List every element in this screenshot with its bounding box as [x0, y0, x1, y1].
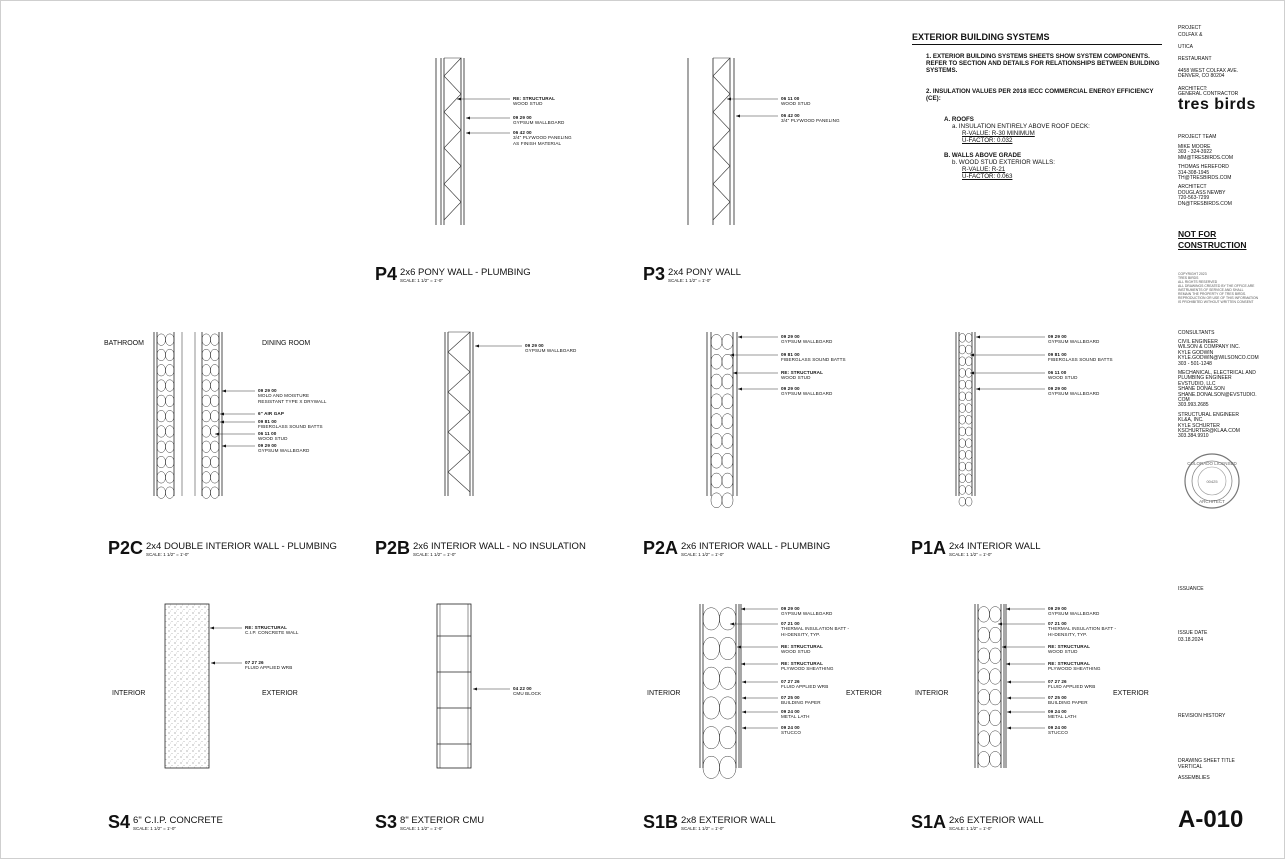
s1b-callout-4 — [781, 661, 834, 672]
callout-text: RESISTANT TYPE X DRYWALL — [258, 398, 327, 404]
detail-name: 6" C.I.P. CONCRETE — [133, 815, 223, 826]
detail-scale: SCALE: 1 1/2" = 1'-0" — [400, 278, 443, 283]
p3-title — [643, 265, 741, 283]
p4-callout-1 — [513, 96, 555, 107]
s1b-leader-5-arrow — [742, 681, 746, 684]
p1a-title — [911, 539, 1041, 557]
project-name-2: UTICA — [1178, 44, 1193, 50]
callout-text: WOOD STUD — [513, 101, 543, 107]
team-label: PROJECT TEAM — [1178, 134, 1217, 140]
issuance-label: ISSUANCE — [1178, 586, 1204, 592]
p2a-title — [643, 539, 830, 557]
callout-code: 06 42 00 — [781, 113, 800, 118]
s1b-callout-1 — [781, 606, 832, 617]
callout-text: WOOD STUD — [781, 101, 811, 107]
sheet-title-2: ASSEMBLIES — [1178, 775, 1210, 781]
callout-code: 06 42 00 — [513, 130, 532, 135]
callout-text: GYPSUM WALLBOARD — [1048, 339, 1100, 345]
callout-text: CMU BLOCK — [513, 691, 542, 697]
copyright-line: TRES BIRDS — [1178, 276, 1199, 280]
callout-code: RE: STRUCTURAL — [1048, 644, 1090, 649]
project-label: PROJECT — [1178, 25, 1202, 31]
p1a-callout-1 — [1048, 334, 1099, 345]
team-line: DN@TRESBIRDS.COM — [1178, 200, 1232, 207]
project-address-1: 4458 WEST COLFAX AVE. — [1178, 68, 1239, 74]
callout-code: 09 24 00 — [1048, 725, 1067, 730]
s1b-callout-8 — [781, 725, 801, 736]
s1a-leader-6-arrow — [1007, 697, 1011, 700]
callout-text: THERMAL INSULATION BATT - — [781, 626, 850, 632]
callout-text: WOOD STUD — [258, 436, 288, 442]
callout-text: FLUID APPLIED WRB — [781, 684, 829, 690]
copyright-line: ALL RIGHTS RESERVED — [1178, 280, 1218, 284]
p2a-leader-2-arrow — [730, 354, 734, 357]
p2a-batt — [711, 334, 733, 507]
callout-text: WOOD STUD — [781, 649, 811, 655]
callout-text: GYPSUM WALLBOARD — [1048, 611, 1100, 617]
s3-leader-1-arrow — [473, 688, 477, 691]
issue-date-label: ISSUE DATE — [1178, 630, 1208, 636]
note-walls: B. WALLS ABOVE GRADE — [944, 152, 1022, 159]
s1b-leader-6-arrow — [742, 697, 746, 700]
p2c-leader-1-arrow — [222, 390, 226, 393]
consultants-line: SHANE.DONALSON@EVSTUDIO. — [1178, 391, 1257, 398]
callout-text: PLYWOOD SHEATHING — [1048, 666, 1101, 672]
detail-tag: P2C — [108, 538, 144, 558]
p3-leader-1-arrow — [727, 98, 731, 101]
callout-code: 09 29 00 — [781, 606, 800, 611]
s3-callout-1 — [513, 686, 541, 697]
callout-text: GYPSUM WALLBOARD — [1048, 391, 1100, 397]
detail-name: 2x4 DOUBLE INTERIOR WALL - PLUMBING — [146, 541, 337, 552]
consultants-line: COM — [1178, 397, 1190, 403]
s1a-leader-4-arrow — [1006, 663, 1010, 666]
detail-tag: S4 — [108, 812, 131, 832]
s4-left-label: INTERIOR — [112, 690, 146, 697]
s1b-callout-6 — [781, 695, 821, 706]
s3-title — [375, 813, 484, 831]
callout-code: 04 22 00 — [513, 686, 532, 691]
p2c-callout-5 — [258, 443, 309, 454]
firm-logo: tres birds — [1178, 96, 1256, 113]
detail-name: 2x6 INTERIOR WALL - NO INSULATION — [413, 541, 586, 552]
callout-code: 07 27 26 — [245, 660, 264, 665]
detail-name: 2x4 INTERIOR WALL — [949, 541, 1041, 552]
p2c-callout-2 — [258, 411, 284, 416]
detail-name: 2x4 PONY WALL — [668, 267, 741, 278]
callout-code: 07 21 00 — [781, 621, 800, 626]
s1b-leader-7-arrow — [742, 711, 746, 714]
p2c-leader-5-arrow — [222, 445, 226, 448]
callout-text: BUILDING PAPER — [1048, 700, 1088, 706]
p2b-title — [375, 539, 586, 557]
callout-text: THERMAL INSULATION BATT - — [1048, 626, 1117, 632]
p3-stud-diagonal — [713, 58, 730, 220]
callout-code: 07 25 00 — [781, 695, 800, 700]
s1a-callout-4 — [1048, 661, 1101, 672]
callout-text: FIBERGLASS SOUND BATTS — [1048, 357, 1113, 363]
note-roofs-rvalue: R-VALUE: R-30 MINIMUM — [962, 130, 1035, 137]
note-2: 2. INSULATION VALUES PER 2018 IECC COMMERCIAL ENERGY EFFICIENCY (CE): — [926, 88, 1154, 102]
p2c-right-label: DINING ROOM — [262, 340, 311, 347]
detail-scale: SCALE: 1 1/2" = 1'-0" — [146, 552, 189, 557]
p2c-batt-left — [157, 334, 174, 498]
p2b-stud-diagonal — [448, 332, 470, 492]
detail-tag: S1A — [911, 812, 947, 832]
s1b-title — [643, 813, 776, 831]
p4-leader-2-arrow — [466, 117, 470, 120]
seal-number: 00425 — [1206, 479, 1218, 484]
general-notes — [912, 32, 1162, 180]
callout-code: 09 24 00 — [1048, 709, 1067, 714]
detail-tag: P2A — [643, 538, 679, 558]
callout-text: FIBERGLASS SOUND BATTS — [781, 357, 846, 363]
note-walls-rvalue: R-VALUE: R-21 — [962, 166, 1006, 173]
callout-text: 3/4" PLYWOOD PANELING — [781, 118, 840, 124]
not-for-construction-1: NOT FOR — [1178, 229, 1217, 239]
s1a-title — [911, 813, 1044, 831]
consultants-line: WILSON & COMPANY INC. — [1178, 344, 1241, 351]
note-walls-item: b. WOOD STUD EXTERIOR WALLS: — [952, 159, 1055, 166]
detail-scale: SCALE: 1 1/2" = 1'-0" — [681, 552, 724, 557]
callout-code: 09 29 00 — [1048, 334, 1067, 339]
p4-stud-diagonal — [444, 58, 461, 220]
s1a-leader-5-arrow — [1007, 681, 1011, 684]
detail-tag: S1B — [643, 812, 679, 832]
s1a-leader-7-arrow — [1007, 711, 1011, 714]
s4-leader-2-arrow — [211, 662, 215, 665]
p3-leader-2-arrow — [736, 115, 740, 118]
project-address-2: DENVER, CO 80204 — [1178, 73, 1225, 79]
detail-name: 2x8 EXTERIOR WALL — [681, 815, 776, 826]
team-line: 303 - 324-3922 — [1178, 149, 1212, 156]
callout-code: 06 11 00 — [781, 96, 800, 101]
callout-code: 06 11 00 — [1048, 370, 1067, 375]
note-roofs-ufactor: U-FACTOR: 0.032 — [962, 137, 1013, 144]
note-1: 1. EXTERIOR BUILDING SYSTEMS SHEETS SHOW SYSTEM COMPONENTS. REFER TO SECTION AND DETAILS FOR RELATIONSHIPS BETWEEN BUILDING SYSTEMS. — [926, 53, 1160, 74]
team-line: ARCHITECT — [1178, 184, 1207, 191]
detail-scale: SCALE: 1 1/2" = 1'-0" — [400, 826, 443, 831]
callout-code: RE: STRUCTURAL — [781, 370, 823, 375]
s1a-callout-5 — [1048, 679, 1095, 690]
s3-cmu-outline — [437, 604, 471, 768]
team-line: DOUGLASS NEWBY — [1178, 189, 1226, 196]
sheet-title-label: DRAWING SHEET TITLE — [1178, 758, 1235, 764]
p3-callout-2 — [781, 113, 840, 124]
p2c-title — [108, 539, 337, 557]
note-walls-ufactor: U-FACTOR: 0.063 — [962, 173, 1013, 180]
consultants-line: KYLE SCHURTER — [1178, 422, 1220, 429]
team-line: THOMAS HEREFORD — [1178, 164, 1229, 171]
p2c-callout-1 — [258, 388, 327, 404]
s1a-leader-8-arrow — [1007, 727, 1011, 730]
callout-text: C.I.P. CONCRETE WALL — [245, 630, 299, 636]
s1a-callout-7 — [1048, 709, 1076, 720]
callout-text: GYPSUM WALLBOARD — [781, 391, 833, 397]
copyright-line: COPYRIGHT 2023 — [1178, 272, 1207, 276]
callout-text: STUCCO — [1048, 730, 1068, 736]
callout-code: 07 27 26 — [1048, 679, 1067, 684]
detail-tag: P4 — [375, 264, 398, 284]
s1a-callout-3 — [1048, 644, 1090, 655]
team-line: TH@TRESBIRDS.COM — [1178, 175, 1232, 181]
callout-code: 09 81 00 — [258, 419, 277, 424]
s1b-leader-8-arrow — [742, 727, 746, 730]
consultants-line: PLUMBING ENGINEER — [1178, 375, 1232, 382]
callout-text: STUCCO — [781, 730, 801, 736]
detail-name: 2x6 EXTERIOR WALL — [949, 815, 1044, 826]
p2a-leader-1-arrow — [738, 336, 742, 339]
s4-callout-1 — [245, 625, 299, 636]
s1a-callout-6 — [1048, 695, 1088, 706]
consultants-line: 303.384.9910 — [1178, 433, 1209, 440]
callout-text: GYPSUM WALLBOARD — [781, 611, 833, 617]
team-line: MIKE MOORE — [1178, 144, 1211, 150]
team-line: MM@TRESBIRDS.COM — [1178, 154, 1234, 161]
s1b-callout-5 — [781, 679, 828, 690]
consultants-line: KL&A, INC. — [1178, 417, 1204, 424]
consultants-line: SHANE DONALSON — [1178, 386, 1225, 393]
p2a-leader-3-arrow — [733, 372, 737, 375]
project-name-1: COLFAX & — [1178, 32, 1203, 38]
callout-text: GYPSUM WALLBOARD — [781, 339, 833, 345]
copyright-line: REPRODUCTION OR USE OF THIS INFORMATION — [1178, 296, 1259, 300]
team-line: 314-308-1945 — [1178, 169, 1210, 176]
detail-scale: SCALE: 1 1/2" = 1'-0" — [413, 552, 456, 557]
callout-code: 06 11 00 — [258, 431, 277, 436]
p2a-leader-4-arrow — [738, 388, 742, 391]
detail-tag: S3 — [375, 812, 398, 832]
p1a-leader-4-arrow — [976, 388, 980, 391]
p2c-callout-4 — [258, 431, 287, 442]
callout-text: METAL LATH — [781, 714, 810, 720]
s1a-left-label: INTERIOR — [915, 690, 949, 697]
s1b-batt — [703, 608, 736, 779]
consultants-line: CIVIL ENGINEER — [1178, 339, 1218, 345]
p1a-callout-4 — [1048, 386, 1099, 397]
callout-code: 09 81 00 — [781, 352, 800, 357]
callout-code: 09 29 00 — [513, 115, 532, 120]
p4-callout-2 — [513, 115, 564, 126]
detail-scale: SCALE: 1 1/2" = 1'-0" — [681, 826, 724, 831]
sheet-number: A-010 — [1178, 806, 1244, 833]
consultants-line: STRUCTURAL ENGINEER — [1178, 411, 1239, 418]
detail-scale: SCALE: 1 1/2" = 1'-0" — [949, 826, 992, 831]
callout-code: 09 29 00 — [781, 334, 800, 339]
p2a-callout-3 — [781, 370, 823, 381]
not-for-construction-2: CONSTRUCTION — [1178, 240, 1247, 250]
callout-code: RE: STRUCTURAL — [1048, 661, 1090, 666]
p2a-callout-4 — [781, 386, 832, 397]
copyright-line: REMAIN THE PROPERTY OF TRES BIRDS. — [1178, 292, 1247, 296]
callout-text: FLUID APPLIED WRB — [245, 665, 293, 671]
detail-name: 2x6 INTERIOR WALL - PLUMBING — [681, 541, 831, 552]
consultants-line: EVSTUDIO, LLC — [1178, 380, 1216, 387]
s1b-left-label: INTERIOR — [647, 690, 681, 697]
callout-text: WOOD STUD — [781, 375, 811, 381]
s4-right-label: EXTERIOR — [262, 690, 298, 697]
s1a-leader-1-arrow — [1006, 608, 1010, 611]
s1b-leader-1-arrow — [741, 608, 745, 611]
s4-concrete — [165, 604, 209, 768]
note-roofs-item: a. INSULATION ENTIRELY ABOVE ROOF DECK: — [952, 123, 1090, 130]
contractor-label: GENERAL CONTRACTOR — [1178, 91, 1239, 97]
s1b-leader-2-arrow — [730, 623, 734, 626]
detail-scale: SCALE: 1 1/2" = 1'-0" — [949, 552, 992, 557]
s1b-callout-7 — [781, 709, 809, 720]
consultants-line: KSCHURTER@KLAA.COM — [1178, 428, 1240, 434]
callout-text: AS FINISH MATERIAL — [513, 140, 562, 146]
p4-callout-3 — [513, 130, 572, 146]
team-line: 720-563-7299 — [1178, 195, 1210, 202]
callout-text: GYPSUM WALLBOARD — [525, 348, 577, 354]
copyright-line: ALL DRAWINGS CREATED BY THE OFFICE ARE — [1178, 284, 1255, 288]
detail-name: 2x6 PONY WALL - PLUMBING — [400, 267, 531, 278]
copyright-line: INSTRUMENTS OF SERVICE AND SHALL — [1178, 288, 1244, 292]
notes-heading: EXTERIOR BUILDING SYSTEMS — [912, 32, 1162, 45]
callout-code: 6" AIR GAP — [258, 411, 284, 416]
consultants-line: KYLE.GODWIN@WILSONCO.COM — [1178, 355, 1259, 362]
consultants-line: MECHANICAL, ELECTRICAL AND — [1178, 370, 1256, 376]
s1b-leader-4-arrow — [741, 663, 745, 666]
p1a-batt — [959, 333, 972, 506]
callout-code: 09 29 00 — [1048, 606, 1067, 611]
callout-code: 09 29 00 — [525, 343, 544, 348]
p2c-batt-right — [202, 334, 219, 498]
callout-code: 09 29 00 — [258, 443, 277, 448]
p1a-callout-2 — [1048, 352, 1113, 363]
callout-code: 09 29 00 — [781, 386, 800, 391]
callout-text: FIBERGLASS SOUND BATTS — [258, 424, 323, 430]
p2c-left-label: BATHROOM — [104, 340, 144, 347]
architect-seal — [1183, 452, 1241, 510]
seal-text-top: COLORADO LICENSED — [1187, 461, 1237, 466]
s1b-right-label: EXTERIOR — [846, 690, 882, 697]
p2b-leader-1-arrow — [475, 345, 479, 348]
consultants-line: 303 - 501-1248 — [1178, 360, 1212, 367]
callout-code: 09 29 00 — [1048, 386, 1067, 391]
s1a-batt — [978, 607, 1001, 767]
detail-scale: SCALE: 1 1/2" = 1'-0" — [133, 826, 176, 831]
s4-leader-1-arrow — [210, 627, 214, 630]
consultants-line: 303.993.2685 — [1178, 402, 1209, 409]
callout-text: WOOD STUD — [1048, 375, 1078, 381]
detail-tag: P2B — [375, 538, 411, 558]
p1a-leader-1-arrow — [976, 336, 980, 339]
s4-title — [108, 813, 223, 831]
p2b-callout-1 — [525, 343, 576, 354]
callout-text: GYPSUM WALLBOARD — [513, 120, 565, 126]
copyright-line: IS PROHIBITED WITHOUT WRITTEN CONSENT — [1178, 300, 1254, 304]
project-name-3: RESTAURANT — [1178, 56, 1212, 62]
callout-code: RE: STRUCTURAL — [781, 644, 823, 649]
s1a-leader-2-arrow — [998, 623, 1002, 626]
s1a-callout-2 — [1048, 621, 1116, 637]
callout-code: 09 81 00 — [1048, 352, 1067, 357]
p2c-callout-3 — [258, 419, 323, 430]
callout-code: RE: STRUCTURAL — [513, 96, 555, 101]
callout-text: WOOD STUD — [1048, 649, 1078, 655]
consultants-label: CONSULTANTS — [1178, 330, 1215, 336]
architect-label: ARCHITECT: — [1178, 86, 1208, 92]
s1a-callout-8 — [1048, 725, 1068, 736]
callout-text: GYPSUM WALLBOARD — [258, 448, 310, 454]
s4-callout-2 — [245, 660, 292, 671]
callout-code: RE: STRUCTURAL — [781, 661, 823, 666]
detail-tag: P1A — [911, 538, 947, 558]
callout-code: 07 27 26 — [781, 679, 800, 684]
detail-name: 8" EXTERIOR CMU — [400, 815, 485, 826]
p3-callout-1 — [781, 96, 810, 107]
note-roofs: A. ROOFS — [944, 116, 974, 123]
seal-text-bottom: ARCHITECT — [1199, 499, 1225, 504]
callout-text: FLUID APPLIED WRB — [1048, 684, 1096, 690]
s1b-callout-2 — [781, 621, 849, 637]
p1a-callout-3 — [1048, 370, 1077, 381]
detail-tag: P3 — [643, 264, 666, 284]
callout-code: 07 25 00 — [1048, 695, 1067, 700]
callout-code: 07 21 00 — [1048, 621, 1067, 626]
s1b-callout-3 — [781, 644, 823, 655]
revision-history-label: REVISION HISTORY — [1178, 713, 1226, 719]
callout-text: BUILDING PAPER — [781, 700, 821, 706]
detail-scale: SCALE: 1 1/2" = 1'-0" — [668, 278, 711, 283]
callout-code: 09 29 00 — [258, 388, 277, 393]
callout-text: METAL LATH — [1048, 714, 1077, 720]
callout-text: PLYWOOD SHEATHING — [781, 666, 834, 672]
sheet-title-1: VERTICAL — [1178, 764, 1203, 770]
callout-text: MOLD AND MOISTURE — [258, 393, 310, 399]
callout-text: HI-DENSITY, TYP. — [781, 631, 821, 637]
callout-text: 3/4" PLYWOOD PANELING — [513, 135, 572, 141]
p4-leader-3-arrow — [466, 132, 470, 135]
p2a-callout-2 — [781, 352, 846, 363]
consultants-line: KYLE GODWIN — [1178, 349, 1214, 356]
callout-text: HI-DENSITY, TYP. — [1048, 631, 1088, 637]
p4-title — [375, 265, 531, 283]
callout-code: RE: STRUCTURAL — [245, 625, 287, 630]
issue-date: 03.18.2024 — [1178, 637, 1204, 643]
p2c-leader-4-arrow — [215, 433, 219, 436]
p2a-callout-1 — [781, 334, 832, 345]
s1a-right-label: EXTERIOR — [1113, 690, 1149, 697]
callout-code: 09 24 00 — [781, 725, 800, 730]
s1a-callout-1 — [1048, 606, 1099, 617]
callout-code: 09 24 00 — [781, 709, 800, 714]
